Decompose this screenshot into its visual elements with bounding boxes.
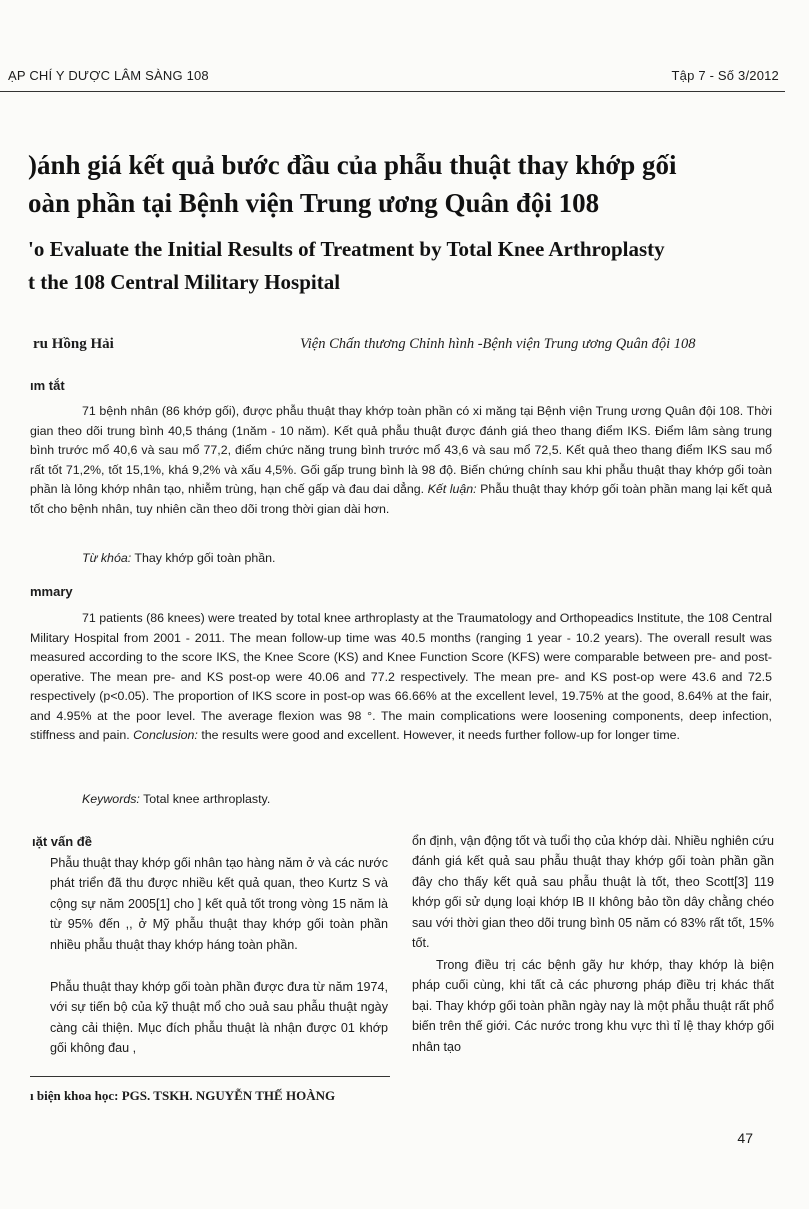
keywords-vi-label: Từ khóa: [82,551,132,565]
left-column-paragraph-2: Phẫu thuật thay khớp gối toàn phần được đưa từ năm 1974, với sự tiến bộ của kỹ thuật mổ cho ɔuả sau phẫu thuật ngày càng cải thiện. Mục đích phẫu thuật là nhận được 01 khớp gối không đau , [50,980,388,1056]
title-vi-line-1: )ánh giá kết quả bước đầu của phẫu thuật thay khớp gối [28,150,677,180]
keywords-vi-text: Thay khớp gối toàn phần. [134,551,276,565]
right-column-paragraph-1: ổn định, vận động tốt và tuổi thọ của khớp dài. Nhiều nghiên cứu đánh giá kết quả sau phẫu thuật thay khớp gối toàn phần gần đây cho thấy kết quả sau phẫu thuật là tốt, theo Scott[3] 119 khớp gối sử dụng loại khớp IB II không bảo tồn dây chằng chéo sau với thời gian theo dõi trung bình 05 năm có 83% rất tốt, 15% tốt. [412,834,774,951]
section-heading-introduction: ıặt vấn đề [32,834,92,849]
footnote-divider [30,1076,390,1077]
author-name: ru Hồng Hải [33,336,114,352]
conclusion-vi: Phẫu thuật thay khớp gối toàn phần mang lại kết quả tốt cho bệnh nhân, tuy nhiên cần theo dõi trong thời gian dài hơn. [30,482,772,516]
title-en-line-2: t the 108 Central Military Hospital [28,270,341,294]
left-column-paragraph-1: Phẫu thuật thay khớp gối nhân tạo hàng năm ở và các nước phát triển đã thu được nhiều kết quả quan, theo Kurtz S và cộng sự năm 2005[1] cho ] kết quả tốt trong vòng 15 năm là từ 95% đến ,, ở Mỹ phẫu thuật thay khớp gối toàn phần nhiều phẫu thuật thay khớp háng toàn phần. [50,856,388,952]
author-affiliation: Viện Chấn thương Chỉnh hình -Bệnh viện Trung ương Quân đội 108 [300,336,696,352]
keywords-vi [82,551,275,565]
title-english [28,233,798,299]
title-vietnamese [28,146,798,222]
footnote-reviewer: ı biện khoa học: PGS. TSKH. NGUYỄN THẾ HOÀNG [30,1088,336,1103]
page-number: 47 [737,1130,753,1146]
header-divider [0,91,785,92]
abstract-vi-heading: ım tắt [30,378,65,393]
abstract-en-body [30,609,772,746]
abstract-en-heading: mmary [30,584,73,599]
abstract-vi-body [30,402,772,519]
journal-name: ẠP CHÍ Y DƯỢC LÂM SÀNG 108 [8,68,209,83]
keywords-en [82,792,270,806]
conclusion-label-vi: Kết luận: [427,482,477,496]
abstract-vi-text: 71 bệnh nhân (86 khớp gối), được phẫu thuật thay khớp toàn phần có xi măng tại Bệnh viện Trung ương Quân đội 108. Thời gian theo dõi trung bình 40,5 tháng (1năm - 10 năm). Kết quả phẫu thuật được đánh giá theo thang điểm IKS. Điểm lâm sàng trung bình trước mổ 40,6 và sau mổ 77,2, điểm chức năng trung bình trước mổ 43,6 và sau mổ 72,5. Kết quả theo thang điểm IKS sau mổ rất tốt 71,2%, tốt 15,1%, khá 9,2% và xấu 4,5%. Gối gấp trung bình là 98 độ. Biến chứng chính sau khi phẫu thuật thay khớp gối toàn phần là lỏng khớp nhân tạo, nhiễm trùng, hạn chế gấp và đau dai dẳng. [30,404,772,496]
conclusion-label-en: Conclusion: [133,728,198,742]
abstract-en-text: 71 patients (86 knees) were treated by total knee arthroplasty at the Traumatology and Orthopeadics Institute, the 108 Central Military Hospital from 2001 - 2011. The mean follow-up time was 40.5 months (ranging 1 year - 10.2 years). The overall result was measured according to the score IKS, the Knee Score (KS) and Knee Function Score (KFS) were comparable between pre- and post-operative. The mean pre- and KS post-op were 40.06 and 77.2 respectively. The mean pre- and KS post-op were 43.6 and 72.5 respectively (p<0.05). The proportion of IKS score in post-op was 66.66% at the excellent level, 19.75% at the good, 8.64% at the fair, and 4.95% at the poor level. The average flexion was 98 °. The main complications were loosening components, deep infection, stiffness and pain. [30,611,772,742]
keywords-en-text: Total knee arthroplasty. [143,792,271,806]
keywords-en-label: Keywords: [82,792,140,806]
right-column-paragraph-2: Trong điều trị các bệnh gãy hư khớp, thay khớp là biện pháp cuối cùng, khi tất cả các phương pháp điều trị khác thất bại. Thay khớp gối toàn phần ngày nay là một phẫu thuật rất phổ biến trên thế giới. Các nước trong khu vực thì tỉ lệ thay khớp gối nhân tạo [412,958,774,1054]
title-en-line-1: 'o Evaluate the Initial Results of Treatment by Total Knee Arthroplasty [28,237,665,261]
conclusion-en: the results were good and excellent. However, it needs further follow-up for longer time. [201,728,680,742]
issue-info: Tập 7 - Số 3/2012 [671,68,779,83]
title-vi-line-2: oàn phần tại Bệnh viện Trung ương Quân đội 108 [28,188,600,218]
